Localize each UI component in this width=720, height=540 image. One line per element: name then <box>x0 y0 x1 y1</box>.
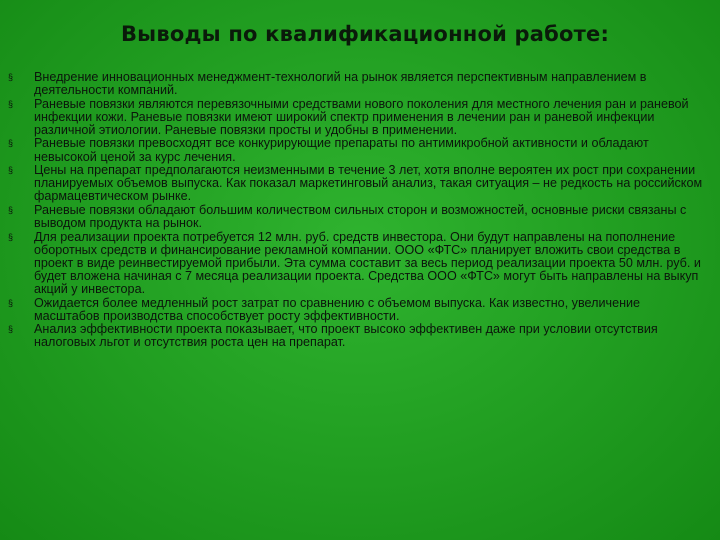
list-item <box>8 98 704 137</box>
list-item <box>8 323 704 349</box>
list-item <box>8 71 704 97</box>
list-item <box>8 204 704 230</box>
bullet-marker-icon: § <box>8 204 14 215</box>
bullet-text: Раневые повязки превосходят все конкурирующие препараты по антимикробной активности и обладают невысокой ценой за курс лечения. <box>34 136 649 164</box>
bullet-marker-icon: § <box>8 72 14 82</box>
bullet-marker-icon: § <box>8 138 14 149</box>
bullet-text: Раневые повязки обладают большим количеством сильных сторон и возможностей, основные риски связаны с выводом продукта на рынок. <box>34 202 687 231</box>
list-item <box>8 297 704 323</box>
list-item <box>8 164 704 203</box>
bullet-text: Цены на препарат предполагаются неизменными в течение 3 лет, хотя вполне вероятен их рост при сохранении планируемых объемов выпуска. Как показал маркетинговый анализ, такая ситуация – не редкость на российском фармацевтическом рынке. <box>34 163 703 204</box>
bullet-marker-icon: § <box>8 324 14 335</box>
slide-title: Выводы по квалификационной работе: <box>120 22 610 46</box>
list-item <box>8 137 704 163</box>
bullet-marker-icon: § <box>8 98 14 109</box>
list-item <box>8 231 704 296</box>
bullet-marker-icon: § <box>8 231 14 242</box>
bullet-marker-icon: § <box>8 297 14 308</box>
bullet-text: Для реализации проекта потребуется 12 млн. руб. средств инвестора. Они будут направлены на пополнение оборотных средств и финансирование рекламной компании. ООО «ФТС» планирует вложить свои средства в проект в виде реинвестируемой прибыли. Эта сумма составит за весь период реализации проекта 50 млн. руб. и будет вложена начиная с 7 месяца реализации проекта. Средства ООО «ФТС» могут быть направлены на выкуп акций у инвестора. <box>34 229 701 296</box>
bullet-text: Ожидается более медленный рост затрат по сравнению с объемом выпуска. Как известно, увеличение масштабов производства способствует росту эффективности. <box>34 295 641 323</box>
bullet-text: Анализ эффективности проекта показывает, что проект высоко эффективен даже при условии отсутствия налоговых льгот и отсутствия роста цен на препарат. <box>34 322 658 350</box>
bullet-marker-icon: § <box>8 165 14 176</box>
bullet-text: Раневые повязки являются перевязочными средствами нового поколения для местного лечения ран и раневой инфекции кожи. Раневые повязки имеют широкий спектр применения в лечении ран и раневой инфекции различной этиологии. Раневые повязки просты и удобны в применении. <box>34 96 689 137</box>
bullet-text: Внедрение инновационных менеджмент-технологий на рынок является перспективным направлением в деятельности компаний. <box>34 70 647 98</box>
conclusions-list <box>8 71 704 350</box>
